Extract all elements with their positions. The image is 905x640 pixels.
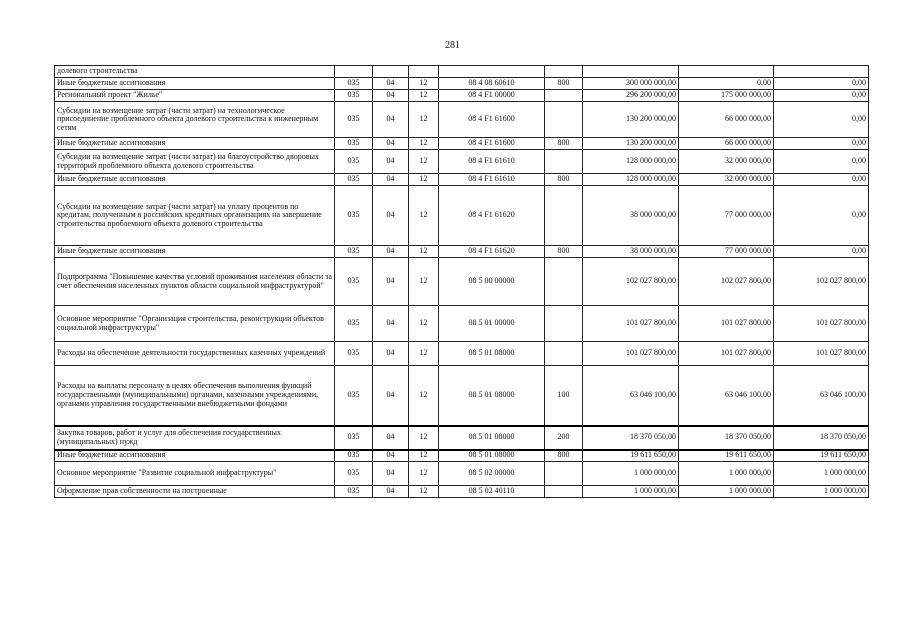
target-article-code: 08 5 01 08000 [439,342,545,366]
target-article-code: 08 5 01 08000 [439,426,545,450]
expense-type-code: 800 [545,246,583,258]
amount-year-2: 101 027 800,00 [679,306,774,342]
section-code: 04 [373,78,409,90]
target-article-code: 08 5 02 00000 [439,462,545,486]
expense-type-code [545,150,583,174]
amount-year-2: 77 000 000,00 [679,246,774,258]
table-row [55,246,869,258]
row-name: Основное мероприятие "Развитие социальной инфраструктуры" [55,462,335,486]
target-article-code: 08 5 01 08000 [439,366,545,426]
target-article-code: 08 4 F1 61620 [439,246,545,258]
table-row [55,306,869,342]
subsection-code: 12 [409,486,439,498]
table-row [55,342,869,366]
row-name: Иные бюджетные ассигнования [55,450,335,462]
subsection-code: 12 [409,450,439,462]
table-row [55,450,869,462]
amount-year-1: 101 027 800,00 [583,342,679,366]
table-row [55,486,869,498]
section-code: 04 [373,138,409,150]
section-code: 04 [373,258,409,306]
amount-year-1: 296 200 000,00 [583,90,679,102]
amount-year-1: 130 200 000,00 [583,102,679,138]
row-name: Субсидии на возмещение затрат (части затрат) на благоустройство дворовых территорий проблемного объекта долевого строительства [55,150,335,174]
expense-type-code [545,102,583,138]
amount-year-1: 128 000 000,00 [583,174,679,186]
ved-code: 035 [335,462,373,486]
amount-year-3: 1 000 000,00 [774,462,869,486]
amount-year-2: 18 370 050,00 [679,426,774,450]
table-row [55,258,869,306]
amount-year-3: 0,00 [774,102,869,138]
section-code: 04 [373,426,409,450]
section-code: 04 [373,102,409,138]
amount-year-1: 1 000 000,00 [583,462,679,486]
ved-code: 035 [335,366,373,426]
row-name: Субсидии на возмещение затрат (части затрат) на уплату процентов по кредитам, полученным в российских кредитных организациях на завершение строительства проблемного объекта долевого строительства [55,186,335,246]
amount-year-2: 32 000 000,00 [679,174,774,186]
expense-type-code: 800 [545,174,583,186]
subsection-code: 12 [409,462,439,486]
amount-year-1: 63 046 100,00 [583,366,679,426]
target-article-code: 08 5 00 00000 [439,258,545,306]
row-name: Иные бюджетные ассигнования [55,78,335,90]
amount-year-3: 0,00 [774,186,869,246]
row-name: Расходы на обеспечение деятельности государственных казенных учреждений [55,342,335,366]
expense-type-code: 800 [545,450,583,462]
section-code: 04 [373,306,409,342]
subsection-code: 12 [409,150,439,174]
ved-code: 035 [335,102,373,138]
ved-code: 035 [335,306,373,342]
target-article-code: 08 4 F1 00000 [439,90,545,102]
table-row [55,426,869,450]
target-article-code: 08 5 01 00000 [439,306,545,342]
target-article-code: 08 4 08 60610 [439,78,545,90]
subsection-code: 12 [409,306,439,342]
section-code: 04 [373,450,409,462]
table-row [55,66,869,78]
expense-type-code [545,462,583,486]
ved-code: 035 [335,78,373,90]
section-code [373,66,409,78]
amount-year-2: 101 027 800,00 [679,342,774,366]
expense-type-code: 100 [545,366,583,426]
target-article-code: 08 4 F1 61610 [439,174,545,186]
ved-code: 035 [335,174,373,186]
table-row [55,174,869,186]
section-code: 04 [373,246,409,258]
amount-year-2: 66 000 000,00 [679,102,774,138]
amount-year-3: 1 000 000,00 [774,486,869,498]
expense-type-code [545,342,583,366]
ved-code: 035 [335,90,373,102]
expense-type-code [545,306,583,342]
budget-table [54,65,869,498]
subsection-code: 12 [409,186,439,246]
expense-type-code [545,66,583,78]
amount-year-1: 300 000 000,00 [583,78,679,90]
subsection-code: 12 [409,366,439,426]
expense-type-code: 800 [545,78,583,90]
table-row [55,90,869,102]
target-article-code: 08 4 F1 61600 [439,138,545,150]
section-code: 04 [373,174,409,186]
ved-code: 035 [335,258,373,306]
subsection-code: 12 [409,174,439,186]
ved-code: 035 [335,450,373,462]
row-name: Субсидии на возмещение затрат (части затрат) на технологическое присоединение проблемного объекта долевого строительства к инженерным сетям [55,102,335,138]
ved-code: 035 [335,138,373,150]
amount-year-3 [774,66,869,78]
amount-year-3: 102 027 800,00 [774,258,869,306]
subsection-code: 12 [409,102,439,138]
subsection-code: 12 [409,426,439,450]
amount-year-1: 101 027 800,00 [583,306,679,342]
amount-year-3: 101 027 800,00 [774,342,869,366]
amount-year-3: 0,00 [774,78,869,90]
target-article-code: 08 4 F1 61600 [439,102,545,138]
expense-type-code: 200 [545,426,583,450]
amount-year-2: 1 000 000,00 [679,462,774,486]
target-article-code: 08 5 02 40110 [439,486,545,498]
amount-year-3: 0,00 [774,246,869,258]
section-code: 04 [373,462,409,486]
amount-year-3: 0,00 [774,90,869,102]
amount-year-3: 101 027 800,00 [774,306,869,342]
section-code: 04 [373,150,409,174]
amount-year-3: 0,00 [774,174,869,186]
page-number: 281 [445,40,460,51]
amount-year-1: 128 000 000,00 [583,150,679,174]
section-code: 04 [373,342,409,366]
amount-year-3: 0,00 [774,138,869,150]
row-name: Основное мероприятие "Организация строительства, реконструкции объектов социальной инфраструктуры" [55,306,335,342]
section-code: 04 [373,90,409,102]
subsection-code: 12 [409,138,439,150]
expense-type-code [545,186,583,246]
amount-year-2: 63 046 100,00 [679,366,774,426]
amount-year-1: 19 611 650,00 [583,450,679,462]
subsection-code: 12 [409,258,439,306]
amount-year-2: 32 000 000,00 [679,150,774,174]
row-name: долевого строительства [55,66,335,78]
expense-type-code [545,486,583,498]
amount-year-1: 130 200 000,00 [583,138,679,150]
amount-year-1: 38 000 000,00 [583,186,679,246]
ved-code: 035 [335,246,373,258]
amount-year-2: 175 000 000,00 [679,90,774,102]
section-code: 04 [373,366,409,426]
ved-code: 035 [335,486,373,498]
amount-year-2: 0,00 [679,78,774,90]
amount-year-2: 77 000 000,00 [679,186,774,246]
target-article-code: 08 4 F1 61610 [439,150,545,174]
row-name: Оформление прав собственности на построенные [55,486,335,498]
table-row [55,462,869,486]
amount-year-2 [679,66,774,78]
row-name: Иные бюджетные ассигнования [55,174,335,186]
table-row [55,186,869,246]
ved-code: 035 [335,342,373,366]
expense-type-code [545,90,583,102]
section-code: 04 [373,486,409,498]
amount-year-2: 19 611 650,00 [679,450,774,462]
subsection-code [409,66,439,78]
section-code: 04 [373,186,409,246]
table-row [55,366,869,426]
row-name: Иные бюджетные ассигнования [55,246,335,258]
amount-year-3: 18 370 050,00 [774,426,869,450]
table-row [55,150,869,174]
row-name: Закупка товаров, работ и услуг для обеспечения государственных (муниципальных) нужд [55,426,335,450]
amount-year-3: 63 046 100,00 [774,366,869,426]
subsection-code: 12 [409,342,439,366]
table-row [55,102,869,138]
ved-code: 035 [335,186,373,246]
target-article-code: 08 4 F1 61620 [439,186,545,246]
row-name: Иные бюджетные ассигнования [55,138,335,150]
amount-year-3: 19 611 650,00 [774,450,869,462]
subsection-code: 12 [409,246,439,258]
amount-year-1: 38 000 000,00 [583,246,679,258]
amount-year-1: 18 370 050,00 [583,426,679,450]
target-article-code [439,66,545,78]
subsection-code: 12 [409,78,439,90]
ved-code: 035 [335,426,373,450]
amount-year-2: 66 000 000,00 [679,138,774,150]
amount-year-3: 0,00 [774,150,869,174]
amount-year-2: 1 000 000,00 [679,486,774,498]
amount-year-1 [583,66,679,78]
row-name: Расходы на выплаты персоналу в целях обеспечения выполнения функций государственными (муниципальными) органами, казенными учреждениями, органами управления государственными внебюджетными фондами [55,366,335,426]
amount-year-2: 102 027 800,00 [679,258,774,306]
ved-code [335,66,373,78]
row-name: Подпрограмма "Повышение качества условий проживания населения области за счет обеспечения населенных пунктов области социальной инфраструктурой" [55,258,335,306]
ved-code: 035 [335,150,373,174]
target-article-code: 08 5 01 08000 [439,450,545,462]
amount-year-1: 1 000 000,00 [583,486,679,498]
table-row [55,78,869,90]
table-row [55,138,869,150]
subsection-code: 12 [409,90,439,102]
row-name: Региональный проект "Жилье" [55,90,335,102]
amount-year-1: 102 027 800,00 [583,258,679,306]
expense-type-code: 800 [545,138,583,150]
expense-type-code [545,258,583,306]
